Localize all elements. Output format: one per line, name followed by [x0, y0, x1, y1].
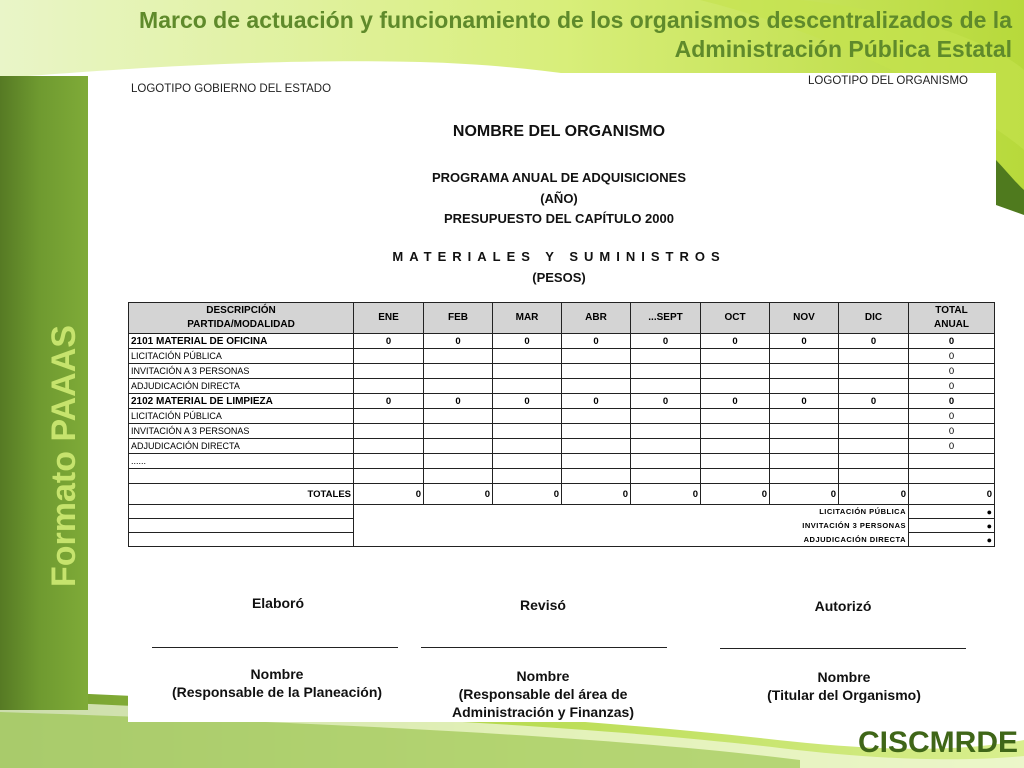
totals-row [129, 484, 995, 505]
logo-gov-placeholder: LOGOTIPO GOBIERNO DEL ESTADO [131, 83, 332, 95]
section-heading: MATERIALES Y SUMINISTROS [392, 249, 726, 264]
elaboro-signature-line [152, 647, 398, 648]
row-label: 2102 MATERIAL DE LIMPIEZA [129, 394, 354, 409]
total-value: 0 [354, 484, 424, 505]
cell-value: 0 [424, 394, 493, 409]
reviso-role-line-1: (Responsable del área de [458, 686, 628, 702]
autorizo-name-label: Nombre [817, 669, 871, 685]
cell-total: 0 [909, 409, 995, 424]
table-row [129, 379, 995, 394]
row-label: LICITACIÓN PÚBLICA [129, 349, 354, 364]
cell-total: 0 [909, 424, 995, 439]
cell-total: 0 [909, 394, 995, 409]
reviso-name-block [418, 667, 668, 721]
form-document [128, 73, 996, 722]
acquisitions-table [128, 302, 995, 547]
row-label: LICITACIÓN PÚBLICA [129, 409, 354, 424]
col-header-oct: OCT [701, 303, 770, 334]
autorizo-title: Autorizó [814, 598, 872, 614]
total-value: 0 [770, 484, 839, 505]
table-row [129, 364, 995, 379]
col-header-dic: DIC [839, 303, 909, 334]
side-label [15, 287, 83, 597]
org-name-heading: NOMBRE DEL ORGANISMO [452, 123, 666, 140]
table-row [129, 409, 995, 424]
reviso-title: Revisó [520, 597, 566, 613]
cell-total: 0 [909, 439, 995, 454]
total-value: 0 [631, 484, 701, 505]
total-value: 0 [493, 484, 562, 505]
row-label: INVITACIÓN A 3 PERSONAS [129, 364, 354, 379]
table-row-partida-2102 [129, 394, 995, 409]
slide-title [60, 6, 1012, 64]
cell-value: 0 [354, 334, 424, 349]
row-label: ADJUDICACIÓN DIRECTA [129, 379, 354, 394]
cell-value: 0 [424, 334, 493, 349]
row-label: ...... [129, 454, 354, 469]
year-heading: (AÑO) [540, 191, 578, 206]
cell-value: 0 [493, 334, 562, 349]
row-label: 2101 MATERIAL DE OFICINA [129, 334, 354, 349]
elaboro-name-block [148, 665, 406, 701]
total-value: 0 [701, 484, 770, 505]
cell-value: 0 [839, 394, 909, 409]
reviso-role-line-2: Administración y Finanzas) [451, 704, 635, 720]
elaboro-name-label: Nombre [250, 666, 304, 682]
total-value: 0 [839, 484, 909, 505]
autorizo-signature-line [720, 648, 966, 649]
autorizo-name-block [728, 668, 960, 704]
row-label: ADJUDICACIÓN DIRECTA [129, 439, 354, 454]
summary-value: ● [909, 533, 995, 547]
table-row [129, 439, 995, 454]
program-heading: PROGRAMA ANUAL DE ADQUISICIONES [432, 170, 686, 185]
currency-heading: (PESOS) [532, 270, 586, 285]
logo-org-placeholder: LOGOTIPO DEL ORGANISMO [808, 75, 968, 87]
autorizo-role: (Titular del Organismo) [767, 687, 921, 703]
slide-title-line-1: Marco de actuación y funcionamiento de los organismos descentralizados de la [139, 7, 1012, 33]
totals-label: TOTALES [129, 484, 354, 505]
table-row-partida-2101 [129, 334, 995, 349]
table-row [129, 454, 995, 469]
table-row-empty [129, 469, 995, 484]
cell-total: 0 [909, 379, 995, 394]
col-header-ene: ENE [354, 303, 424, 334]
col-header-nov: NOV [770, 303, 839, 334]
col-header-sept: ...SEPT [631, 303, 701, 334]
summary-row-licitacion [129, 505, 995, 519]
cell-value: 0 [839, 334, 909, 349]
table-header-row [129, 303, 995, 334]
cell-value: 0 [770, 334, 839, 349]
cell-value: 0 [631, 394, 701, 409]
elaboro-role: (Responsable de la Planeación) [171, 684, 383, 700]
cell-value: 0 [562, 334, 631, 349]
col-header-mar: MAR [493, 303, 562, 334]
cell-value: 0 [701, 394, 770, 409]
table-row [129, 349, 995, 364]
slide-title-line-2: Administración Pública Estatal [674, 36, 1012, 62]
summary-value: ● [909, 505, 995, 519]
col-header-total: TOTAL ANUAL [909, 303, 995, 334]
summary-label: INVITACIÓN 3 PERSONAS [354, 519, 909, 533]
cell-value: 0 [701, 334, 770, 349]
summary-row-adjudicacion [129, 533, 995, 547]
total-value: 0 [909, 484, 995, 505]
cell-total: 0 [909, 334, 995, 349]
table-row [129, 424, 995, 439]
col-header-abr: ABR [562, 303, 631, 334]
cell-value: 0 [631, 334, 701, 349]
row-label: INVITACIÓN A 3 PERSONAS [129, 424, 354, 439]
reviso-name-label: Nombre [516, 668, 570, 684]
cell-value: 0 [354, 394, 424, 409]
cell-value: 0 [493, 394, 562, 409]
budget-heading: PRESUPUESTO DEL CAPÍTULO 2000 [444, 211, 674, 226]
total-value: 0 [424, 484, 493, 505]
summary-value: ● [909, 519, 995, 533]
cell-value: 0 [562, 394, 631, 409]
summary-label: ADJUDICACIÓN DIRECTA [354, 533, 909, 547]
elaboro-title: Elaboró [251, 595, 305, 611]
reviso-signature-line [421, 647, 667, 648]
side-label-text: Formato PAAAS [45, 325, 83, 587]
cell-value: 0 [770, 394, 839, 409]
summary-row-invitacion [129, 519, 995, 533]
brand-logo-text: CISCMRDE [857, 726, 1018, 759]
total-value: 0 [562, 484, 631, 505]
summary-label: LICITACIÓN PÚBLICA [354, 505, 909, 519]
col-header-description: DESCRIPCIÓN PARTIDA/MODALIDAD [129, 303, 354, 334]
cell-total: 0 [909, 364, 995, 379]
col-header-feb: FEB [424, 303, 493, 334]
cell-total: 0 [909, 349, 995, 364]
